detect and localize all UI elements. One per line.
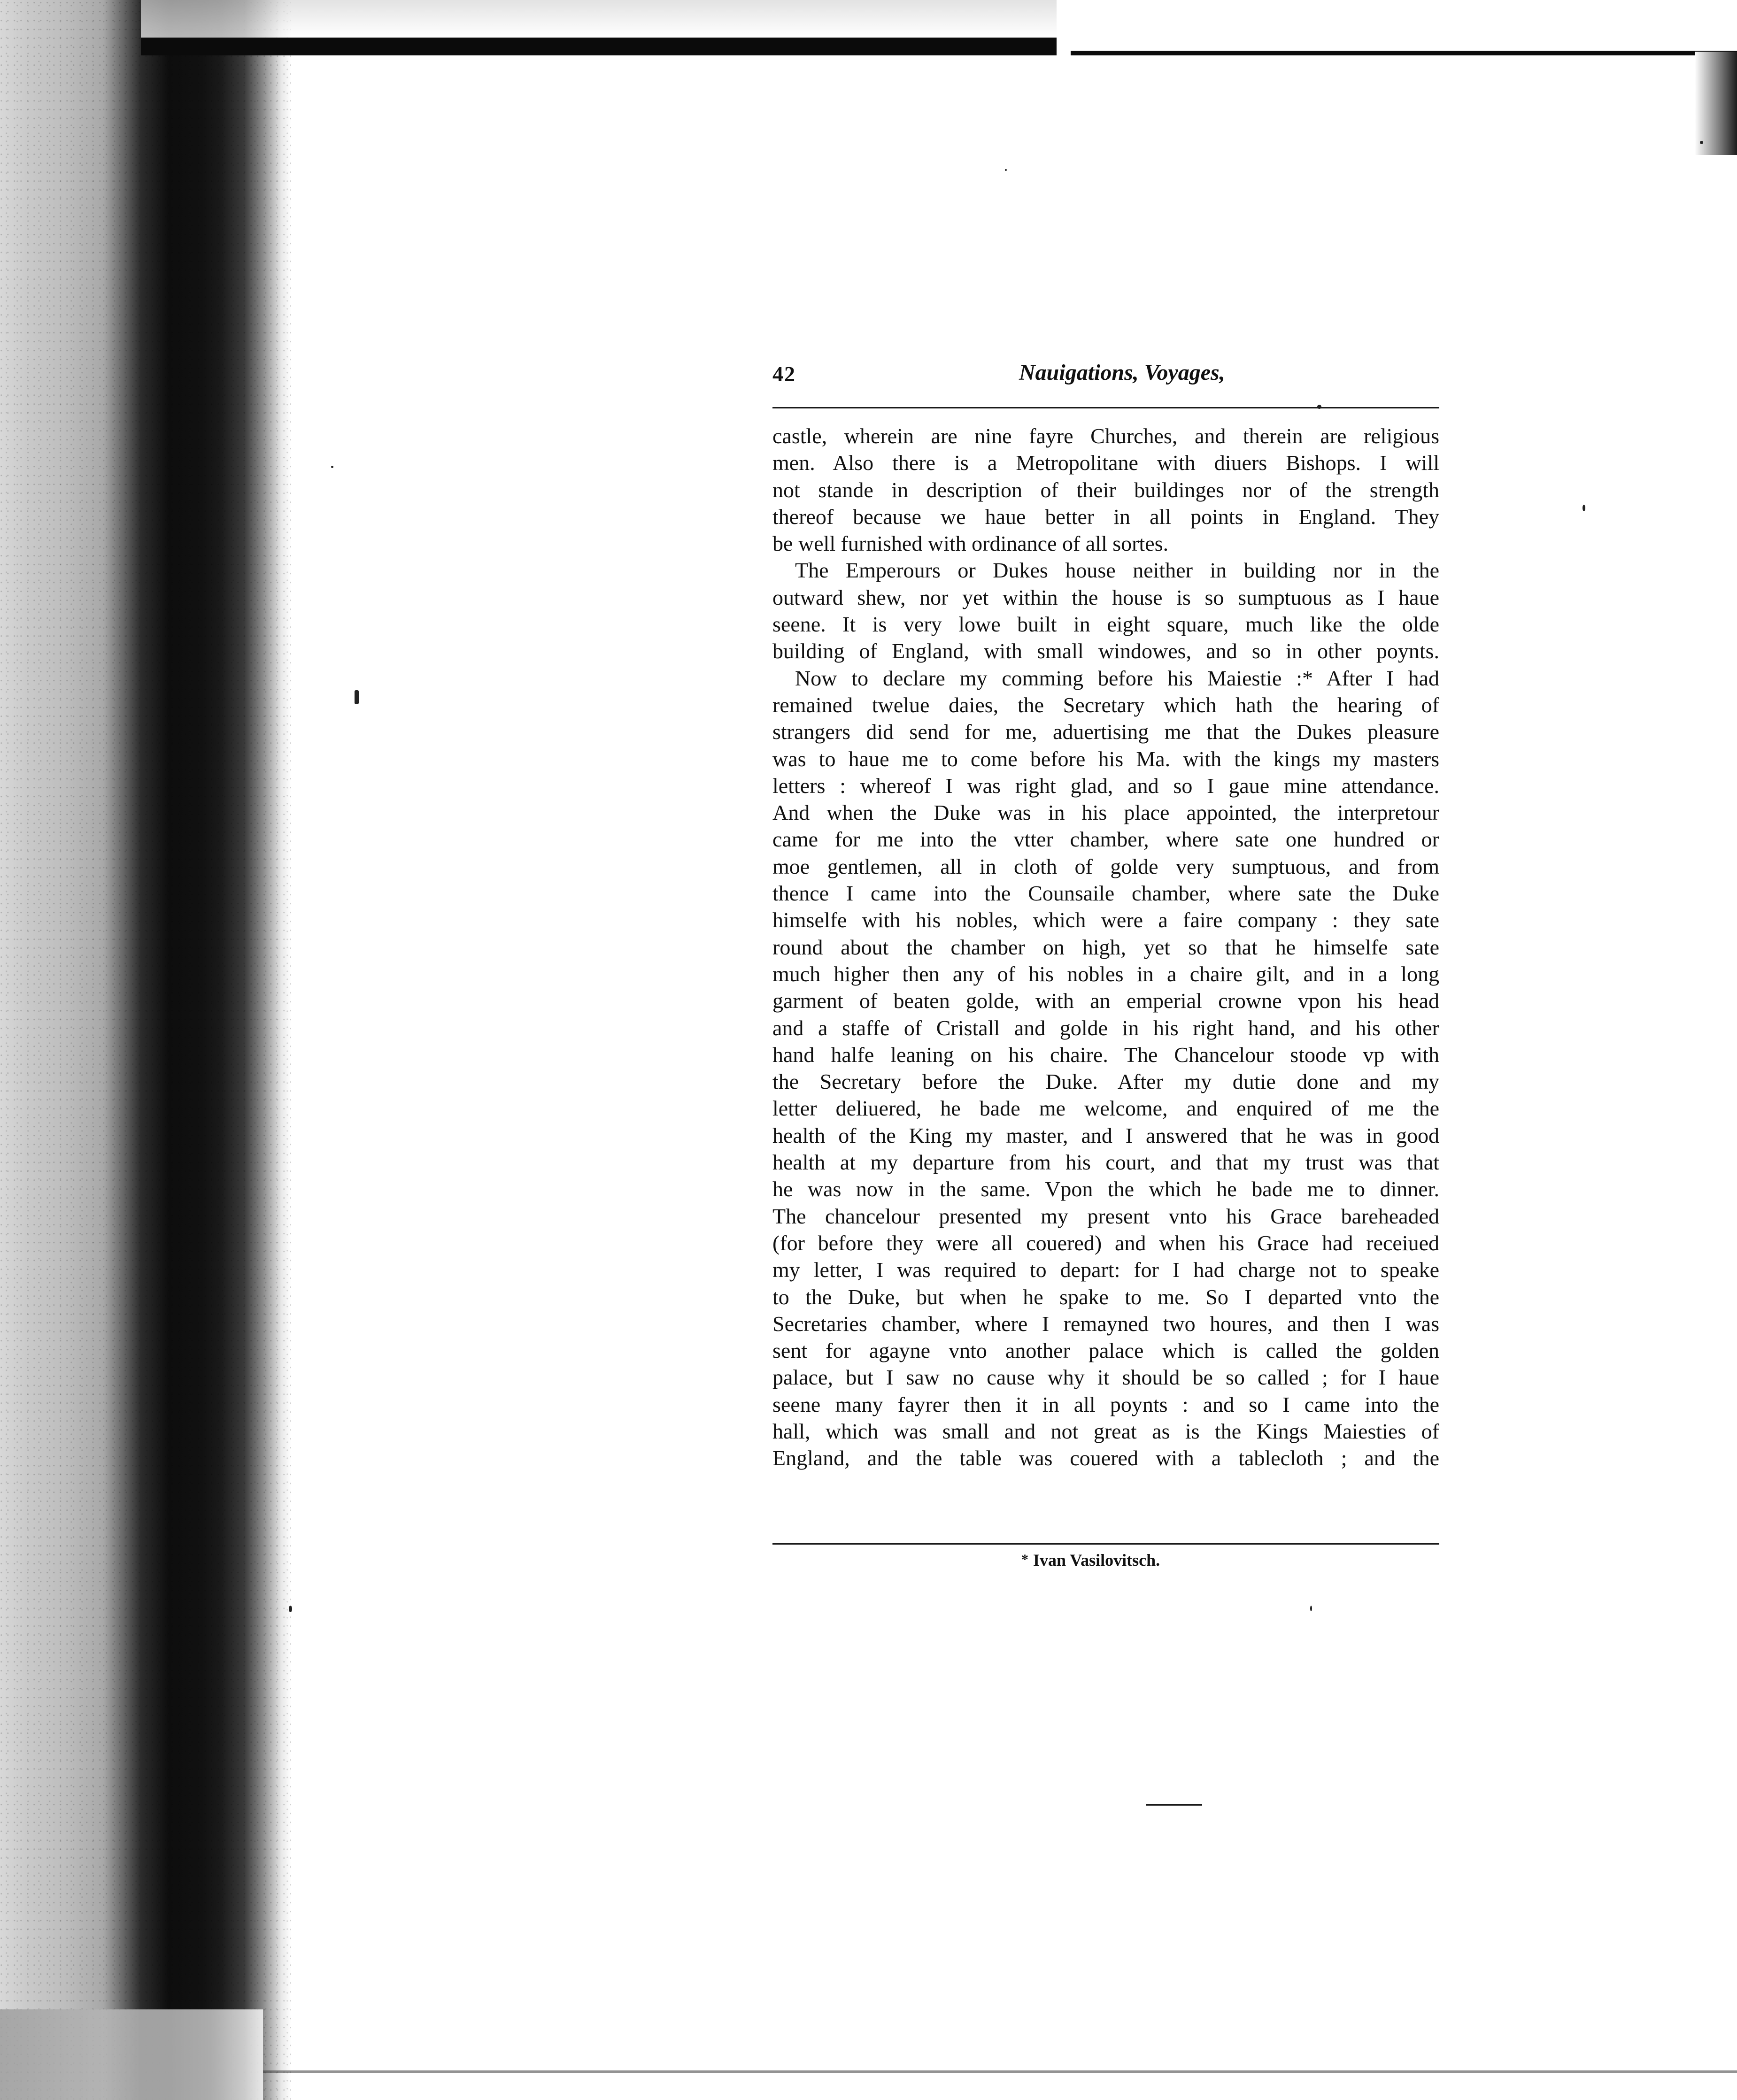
text-line: seene many fayrer then it in all poynts : and so I came into the <box>772 1392 1439 1416</box>
speck <box>355 690 359 704</box>
text-line: health at my departure from his court, and that my trust was that <box>772 1150 1439 1175</box>
page-edge-bar <box>141 38 1057 55</box>
text-line: moe gentlemen, all in cloth of golde very sumptuous, and from <box>772 854 1439 878</box>
speck <box>1700 141 1703 144</box>
text-line: castle, wherein are nine fayre Churches, and therein are religious <box>772 424 1439 448</box>
stray-mark <box>1146 1804 1202 1806</box>
page-number: 42 <box>772 362 796 386</box>
text-line: The Emperours or Dukes house neither in building nor in the <box>795 558 1439 583</box>
text-line: England, and the table was couered with a tablecloth ; and the <box>772 1446 1439 1470</box>
footnote-mark: * <box>1021 1552 1028 1567</box>
binding-shadow <box>0 0 291 2100</box>
speck <box>331 466 333 468</box>
header-rule <box>772 407 1439 408</box>
text-line: himselfe with his nobles, which were a faire company : they sate <box>772 908 1439 932</box>
bottom-shadow <box>0 2009 263 2100</box>
text-line: hall, which was small and not great as is the Kings Maiesties of <box>772 1419 1439 1443</box>
text-line: (for before they were all couered) and when his Grace had receiued <box>772 1231 1439 1255</box>
scan-dust <box>141 0 1057 38</box>
text-line: was to haue me to come before his Ma. with the kings my masters <box>772 746 1439 771</box>
text-line: strangers did send for me, aduertising me that the Dukes pleasure <box>772 720 1439 744</box>
text-line: hand halfe leaning on his chaire. The Chancelour stoode vp with <box>772 1042 1439 1067</box>
text-line: palace, but I saw no cause why it should be so called ; for I haue <box>772 1365 1439 1390</box>
speck <box>1583 505 1585 511</box>
text-line: health of the King my master, and I answered that he was in good <box>772 1123 1439 1147</box>
text-line: be well furnished with ordinance of all sortes. <box>772 531 1169 556</box>
text-line: men. Also there is a Metropolitane with diuers Bishops. I will <box>772 451 1439 475</box>
text-line: garment of beaten golde, with an emperial crowne vpon his head <box>772 989 1439 1013</box>
text-line: came for me into the vtter chamber, where sate one hundred or <box>772 827 1439 852</box>
footnote <box>1021 1550 1160 1570</box>
text-line: remained twelue daies, the Secretary which hath the hearing of <box>772 692 1439 717</box>
text-line: thence I came into the Counsaile chamber, where sate the Duke <box>772 881 1439 906</box>
text-line: letters : whereof I was right glad, and so I gaue mine attendance. <box>772 773 1439 798</box>
text-line: Secretaries chamber, where I remayned two houres, and then I was <box>772 1311 1439 1336</box>
running-title: Nauigations, Voyages, <box>1019 360 1225 385</box>
text-line: thereof because we haue better in all points in England. They <box>772 504 1439 529</box>
text-line: to the Duke, but when he spake to me. So I departed vnto the <box>772 1285 1439 1309</box>
text-line: the Secretary before the Duke. After my dutie done and my <box>772 1069 1439 1094</box>
text-line: And when the Duke was in his place appointed, the interpretour <box>772 800 1439 825</box>
text-line: sent for agayne vnto another palace which is called the golden <box>772 1338 1439 1363</box>
text-line: The chancelour presented my present vnto his Grace bareheaded <box>772 1204 1439 1228</box>
text-line: letter deliuered, he bade me welcome, and enquired of me the <box>772 1096 1439 1121</box>
page-edge-line <box>1071 51 1737 55</box>
footnote-text: Ivan Vasilovitsch. <box>1033 1551 1160 1569</box>
text-line: round about the chamber on high, yet so that he himselfe sate <box>772 935 1439 959</box>
text-line: much higher then any of his nobles in a chaire gilt, and in a long <box>772 962 1439 986</box>
speck <box>1005 169 1007 171</box>
corner-shadow <box>1695 52 1737 155</box>
text-line: Now to declare my comming before his Maiestie :* After I had <box>795 666 1439 690</box>
body-text <box>772 423 1439 1472</box>
text-line: not stande in description of their buildinges nor of the strength <box>772 477 1439 502</box>
speck <box>1310 1606 1312 1611</box>
page-bottom-edge <box>263 2070 1737 2073</box>
text-line: seene. It is very lowe built in eight square, much like the olde <box>772 612 1439 637</box>
running-head <box>772 362 1439 394</box>
footnote-rule <box>772 1543 1439 1545</box>
text-line: he was now in the same. Vpon the which he bade me to dinner. <box>772 1177 1439 1201</box>
text-line: my letter, I was required to depart: for I had charge not to speake <box>772 1258 1439 1282</box>
speck <box>289 1606 292 1612</box>
text-line: outward shew, nor yet within the house is so sumptuous as I haue <box>772 585 1439 609</box>
text-line: and a staffe of Cristall and golde in his right hand, and his other <box>772 1015 1439 1040</box>
text-line: building of England, with small windowes, and so in other poynts. <box>772 639 1439 663</box>
